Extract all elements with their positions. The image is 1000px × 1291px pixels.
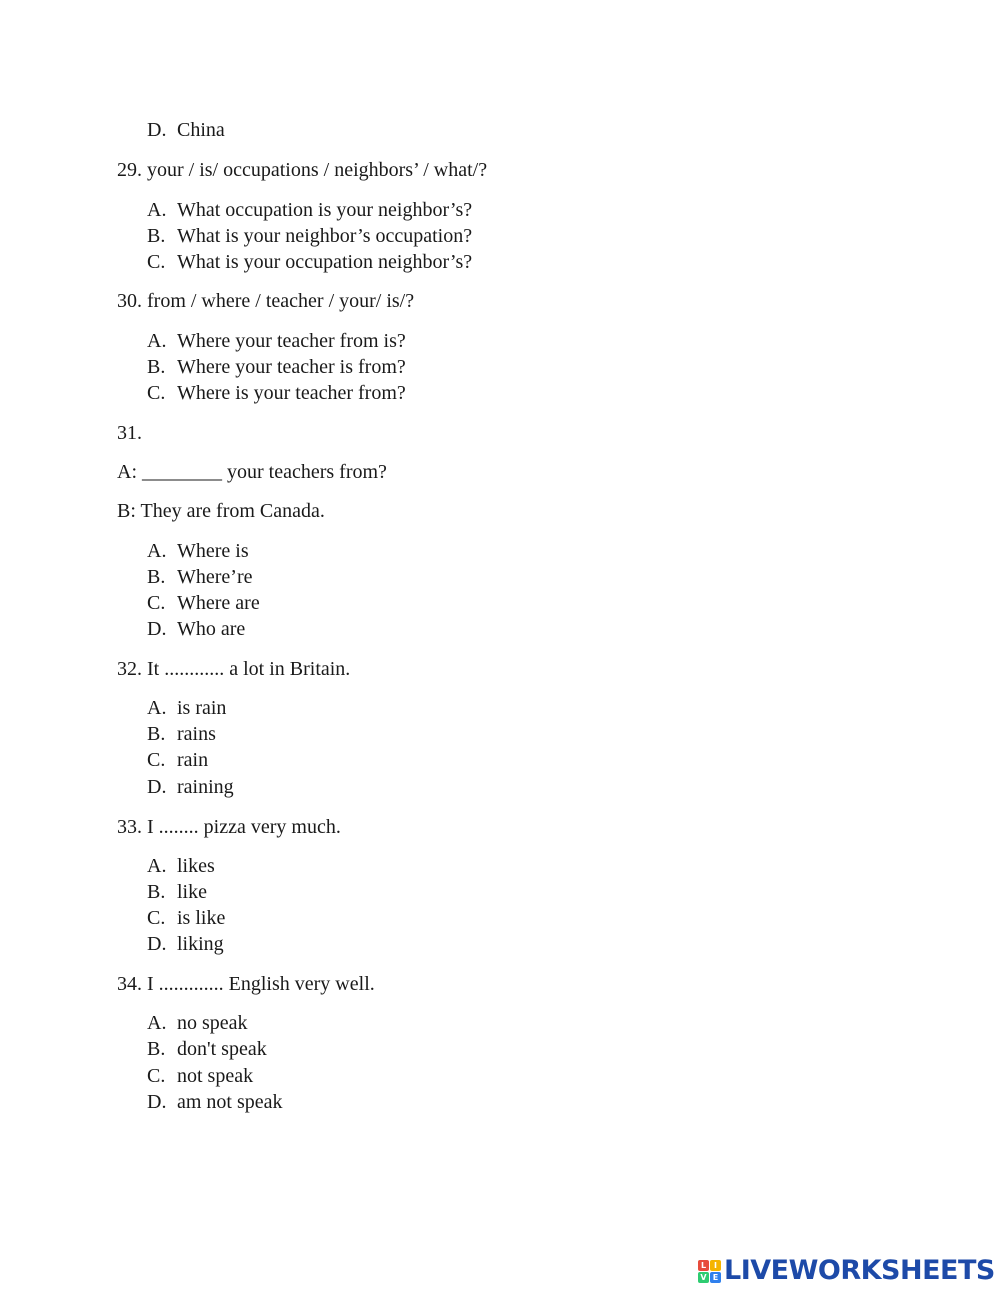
option-text: is rain — [177, 697, 227, 719]
question-31: 31. — [117, 422, 142, 444]
option-32-c — [147, 748, 208, 772]
question-34: 34. I ............. English very well. — [117, 973, 375, 995]
option-text: rains — [177, 723, 216, 745]
option-text: don't speak — [177, 1038, 267, 1060]
logo-icon-cell-l: L — [698, 1260, 709, 1271]
option-text: Where your teacher from is? — [177, 330, 406, 352]
option-text: liking — [177, 933, 224, 955]
option-letter: B. — [147, 881, 166, 903]
option-letter: B. — [147, 723, 166, 745]
question-29: 29. your / is/ occupations / neighbors’ / what/? — [117, 159, 488, 181]
option-30-a — [147, 329, 406, 353]
option-30-c — [147, 381, 406, 405]
option-text: like — [177, 881, 207, 903]
logo-icon-cell-i: I — [710, 1260, 721, 1271]
option-31-c — [147, 591, 260, 615]
dialogue-line-b: B: They are from Canada. — [117, 500, 325, 522]
option-letter: D. — [147, 933, 167, 955]
dialogue-line-a: A: ________ your teachers from? — [117, 461, 387, 483]
option-text: What is your neighbor’s occupation? — [177, 225, 473, 247]
liveworksheets-logo — [698, 1256, 995, 1286]
option-text: Who are — [177, 618, 246, 640]
option-text: raining — [177, 776, 234, 798]
question-32: 32. It ............ a lot in Britain. — [117, 658, 351, 680]
option-text: no speak — [177, 1012, 248, 1034]
option-34-b — [147, 1037, 267, 1061]
option-letter: D. — [147, 618, 167, 640]
option-text: What is your occupation neighbor’s? — [177, 251, 473, 273]
option-text: likes — [177, 855, 215, 877]
option-text: China — [177, 119, 225, 141]
option-letter: D. — [147, 119, 167, 141]
logo-icon-cell-e: E — [710, 1272, 721, 1283]
option-letter: A. — [147, 1012, 167, 1034]
logo-wordmark: LIVEWORKSHEETS — [724, 1255, 995, 1286]
option-34-a — [147, 1011, 248, 1035]
option-letter: D. — [147, 1091, 167, 1113]
option-text: is like — [177, 907, 226, 929]
option-28-d — [147, 118, 225, 142]
option-letter: C. — [147, 907, 166, 929]
option-33-b — [147, 880, 207, 904]
option-letter: C. — [147, 1065, 166, 1087]
question-33: 33. I ........ pizza very much. — [117, 816, 341, 838]
option-letter: B. — [147, 1038, 166, 1060]
option-text: rain — [177, 749, 209, 771]
option-letter: A. — [147, 697, 167, 719]
option-29-b — [147, 224, 472, 248]
option-31-b — [147, 565, 253, 589]
option-30-b — [147, 355, 406, 379]
option-31-a — [147, 539, 249, 563]
option-letter: A. — [147, 330, 167, 352]
option-letter: D. — [147, 776, 167, 798]
option-29-a — [147, 198, 472, 222]
option-32-a — [147, 696, 226, 720]
option-34-d — [147, 1090, 283, 1114]
liveworksheets-logo-icon — [698, 1260, 721, 1283]
option-letter: C. — [147, 382, 166, 404]
option-33-c — [147, 906, 225, 930]
option-33-a — [147, 854, 215, 878]
option-text: Where are — [177, 592, 260, 614]
option-text: am not speak — [177, 1091, 283, 1113]
option-letter: C. — [147, 251, 166, 273]
logo-icon-cell-v: V — [698, 1272, 709, 1283]
option-32-d — [147, 775, 234, 799]
option-32-b — [147, 722, 216, 746]
option-letter: B. — [147, 356, 166, 378]
option-34-c — [147, 1064, 253, 1088]
option-text: Where your teacher is from? — [177, 356, 406, 378]
option-31-d — [147, 617, 245, 641]
option-text: not speak — [177, 1065, 254, 1087]
option-33-d — [147, 932, 224, 956]
option-letter: C. — [147, 592, 166, 614]
question-30: 30. from / where / teacher / your/ is/? — [117, 290, 415, 312]
option-text: Where is your teacher from? — [177, 382, 406, 404]
option-text: What occupation is your neighbor’s? — [177, 199, 473, 221]
option-letter: B. — [147, 566, 166, 588]
option-text: Where is — [177, 540, 249, 562]
option-letter: A. — [147, 199, 167, 221]
option-text: Where’re — [177, 566, 253, 588]
option-letter: A. — [147, 855, 167, 877]
option-letter: B. — [147, 225, 166, 247]
option-letter: C. — [147, 749, 166, 771]
option-letter: A. — [147, 540, 167, 562]
option-29-c — [147, 250, 472, 274]
